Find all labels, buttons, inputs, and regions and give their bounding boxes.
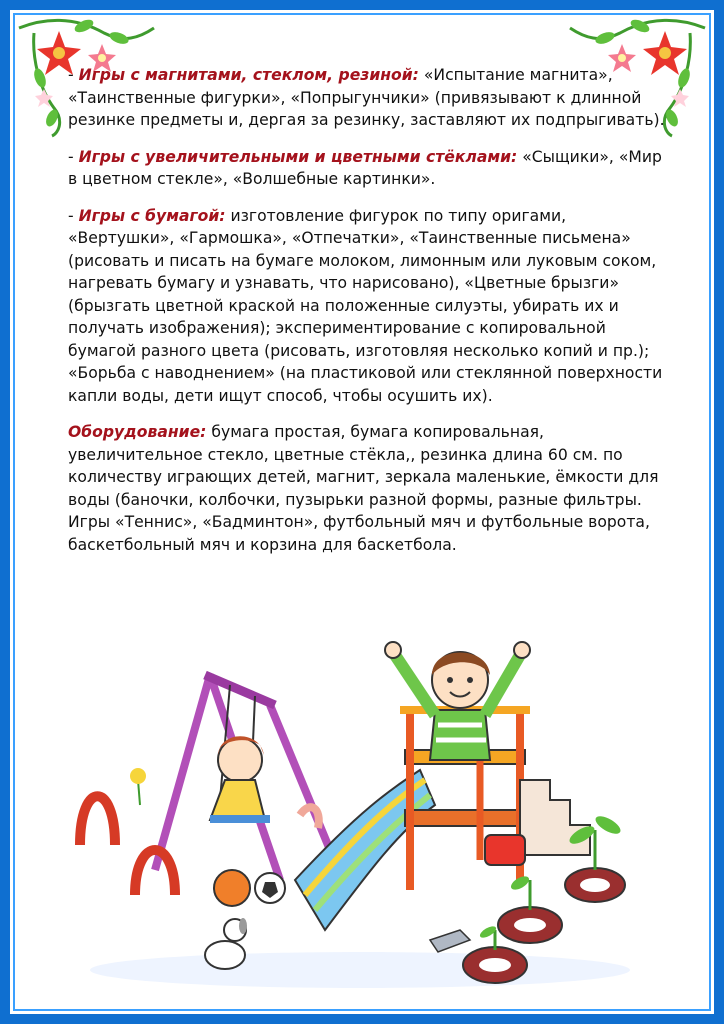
paragraph-glasses <box>68 146 668 191</box>
playground-illustration <box>60 630 660 1000</box>
paragraph-prefix: - <box>68 147 79 166</box>
paragraph-paper <box>68 205 668 408</box>
paragraph-body: «Испытание магнита», «Таинственные фигурки», «Попрыгунчики» (привязывают к длинной резинке предметы и, дергая за резинку, заставляют их подпрыгивать). <box>68 66 665 129</box>
paragraph-heading: Оборудование: <box>68 423 207 441</box>
paragraph-heading: Игры с магнитами, стеклом, резиной: <box>78 66 419 84</box>
paragraph-equipment <box>68 421 668 556</box>
paragraph-heading: Игры с увеличительными и цветными стёклами: <box>78 147 518 166</box>
text-body <box>68 64 668 570</box>
paragraph-prefix: - <box>68 206 79 225</box>
paragraph-body: «Сыщики», «Мир в цветном стекле», «Волшебные картинки». <box>68 147 662 188</box>
paragraph-body: изготовление фигурок по типу оригами, «Вертушки», «Гармошка», «Отпечатки», «Таинственные письмена» (рисовать и писать на бумаге молоком, лимонным или луковым соком, нагревать бумагу и узнавать, что нарисовано), «Цветные брызги» (брызгать цветной краской на положенные силуэты, убирать их и получать изображения); экспериментирование с копировальной бумагой разного цвета (рисовать, изготовляя несколько копий и пр.); «Борьба с наводнением» (на пластиковой или стеклянной поверхности капли воды, дети ищут способ, чтобы осушить их). <box>68 206 663 405</box>
paragraph-body: бумага простая, бумага копировальная, увеличительное стекло, цветные стёкла,, резинка длина 60 см. по количеству играющих детей, магнит, зеркала маленькие, ёмкости для воды (баночки, колбочки, пузырьки разной формы, разные фильтры. Игры «Теннис», «Бадминтон», футбольный мяч и футбольные ворота, баскетбольный мяч и корзина для баскетбола. <box>68 423 659 554</box>
paragraph-magnets <box>68 64 668 132</box>
paragraph-heading: Игры с бумагой: <box>78 206 226 225</box>
paragraph-prefix: - <box>68 66 79 84</box>
